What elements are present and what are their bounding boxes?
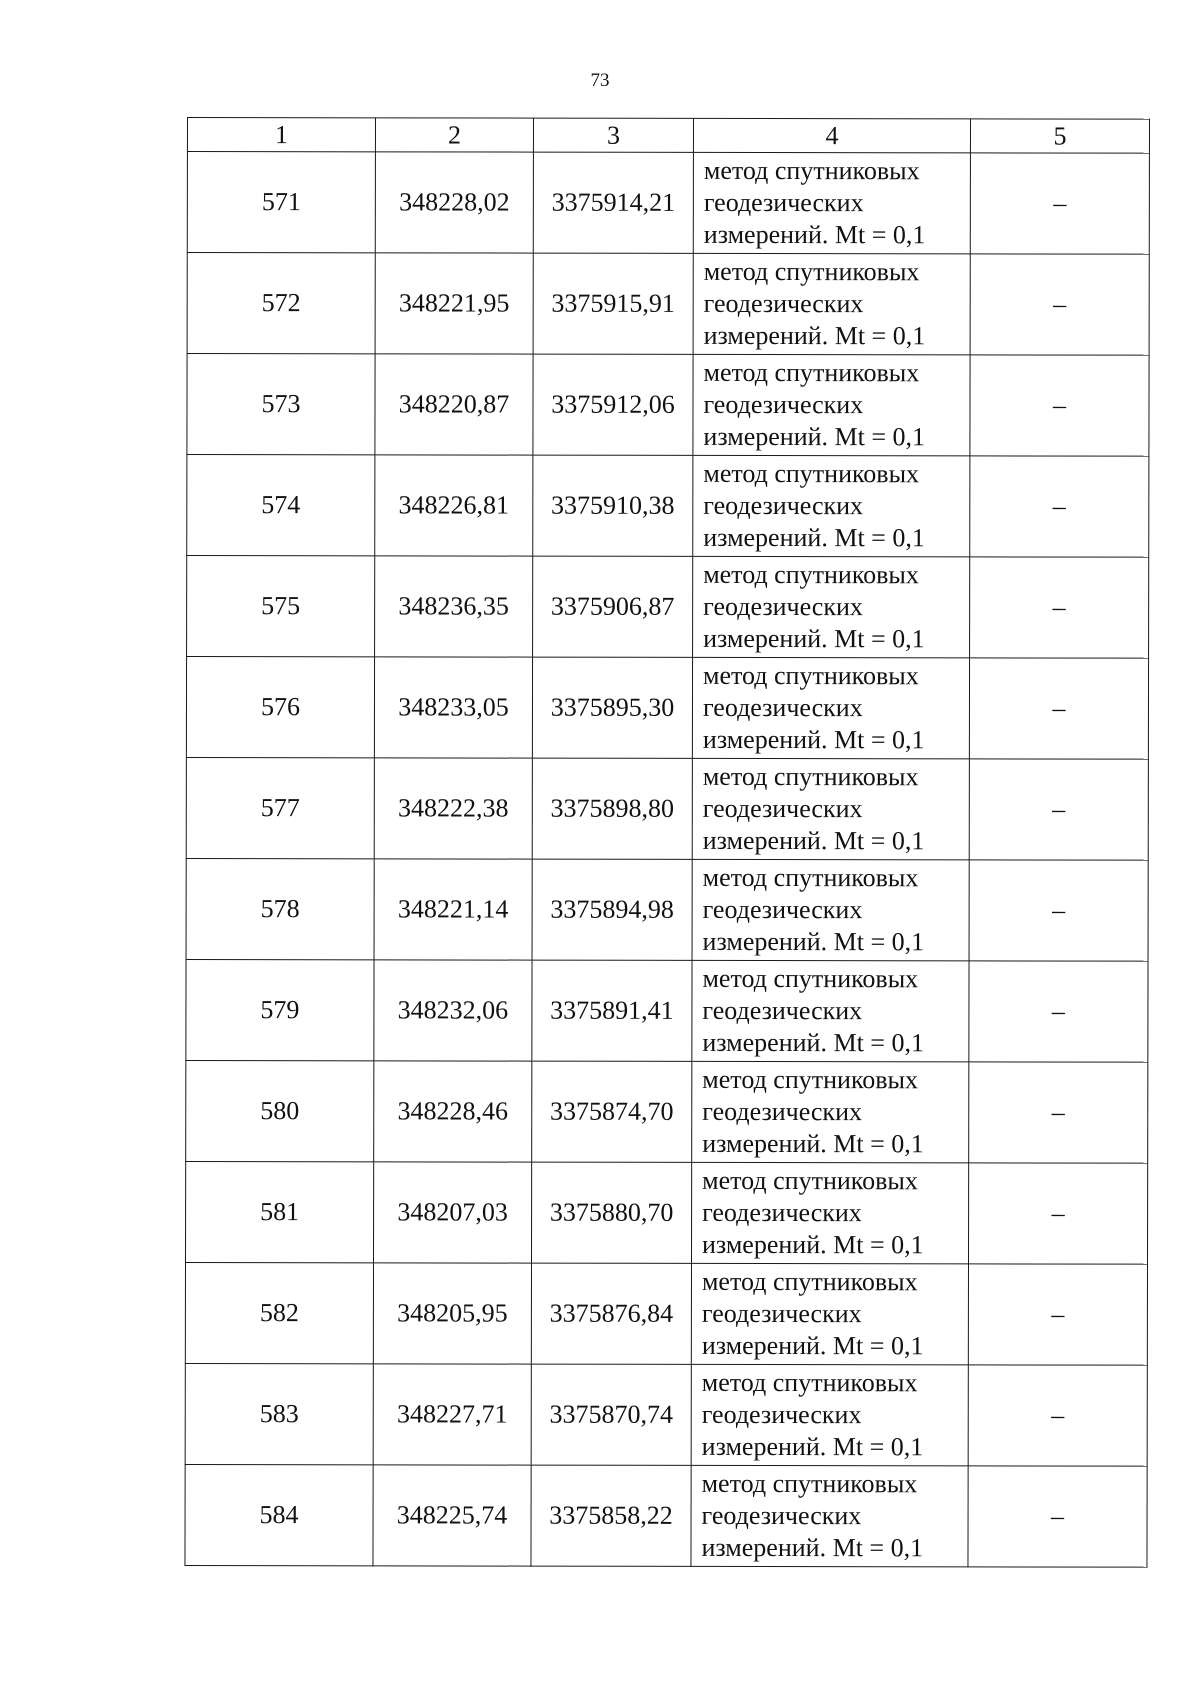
method-text-line: метод спутниковых xyxy=(703,357,920,388)
x-coordinate-cell: 348225,74 xyxy=(373,1465,531,1566)
y-coordinate-cell: 3375894,98 xyxy=(532,859,692,960)
method-cell xyxy=(692,859,969,960)
note-cell: – xyxy=(969,658,1148,759)
y-coordinate-cell: 3375891,41 xyxy=(532,960,692,1061)
method-cell xyxy=(693,152,970,253)
point-number-cell: 581 xyxy=(186,1161,374,1262)
point-number-cell: 578 xyxy=(186,858,374,959)
method-text-line: измерений. Mt = 0,1 xyxy=(703,320,926,351)
page-number: 73 xyxy=(590,70,610,91)
coordinates-table-body xyxy=(185,118,1150,1568)
method-text-line: геодезических xyxy=(701,1500,862,1531)
method-text-line: метод спутниковых xyxy=(702,963,919,994)
method-text-line: геодезических xyxy=(703,288,864,319)
table-row xyxy=(186,1060,1148,1163)
method-text-line: геодезических xyxy=(701,1399,862,1430)
note-cell: – xyxy=(970,355,1149,456)
method-text-line: метод спутниковых xyxy=(702,862,919,893)
table-row xyxy=(185,1464,1147,1567)
method-text-line: геодезических xyxy=(703,389,864,420)
point-number-cell: 576 xyxy=(186,657,374,758)
x-coordinate-cell: 348232,06 xyxy=(374,960,532,1061)
method-text-line: измерений. Mt = 0,1 xyxy=(702,1229,924,1260)
method-text-line: измерений. Mt = 0,1 xyxy=(701,1330,924,1361)
method-text-line: измерений. Mt = 0,1 xyxy=(701,1532,924,1563)
note-cell: – xyxy=(969,961,1148,1062)
y-coordinate-cell: 3375880,70 xyxy=(532,1162,692,1263)
method-text-line: метод спутниковых xyxy=(703,559,919,590)
table-row xyxy=(186,858,1148,961)
table-row xyxy=(186,657,1148,760)
method-text-line: метод спутниковых xyxy=(702,1064,919,1095)
method-text-line: метод спутниковых xyxy=(703,155,920,186)
table-row xyxy=(185,1262,1147,1365)
method-text-line: геодезических xyxy=(702,894,863,925)
method-text-line: геодезических xyxy=(703,187,864,218)
point-number-cell: 579 xyxy=(186,959,374,1060)
point-number-cell: 584 xyxy=(185,1464,373,1565)
method-cell xyxy=(691,1263,968,1364)
column-header-1: 1 xyxy=(187,118,375,152)
point-number-cell: 580 xyxy=(186,1060,374,1161)
note-cell: – xyxy=(970,254,1149,355)
note-cell: – xyxy=(970,456,1149,557)
note-cell: – xyxy=(969,759,1148,860)
point-number-cell: 573 xyxy=(187,354,375,455)
method-text-line: измерений. Mt = 0,1 xyxy=(702,724,925,755)
y-coordinate-cell: 3375870,74 xyxy=(531,1364,691,1465)
method-text-line: измерений. Mt = 0,1 xyxy=(703,219,926,250)
note-cell: – xyxy=(968,1264,1147,1365)
method-cell xyxy=(693,556,970,657)
method-text-line: геодезических xyxy=(701,1298,862,1329)
point-number-cell: 583 xyxy=(185,1363,373,1464)
note-cell: – xyxy=(969,1062,1148,1163)
method-text-line: геодезических xyxy=(702,1197,862,1228)
y-coordinate-cell: 3375910,38 xyxy=(533,455,693,556)
table-row xyxy=(187,556,1149,659)
point-number-cell: 575 xyxy=(187,556,375,657)
method-text-line: метод спутниковых xyxy=(703,660,919,691)
coordinates-table xyxy=(184,117,1150,1568)
table-row xyxy=(187,354,1149,457)
method-cell xyxy=(691,1162,968,1263)
table-row xyxy=(186,757,1148,860)
method-cell xyxy=(692,657,969,758)
table-row xyxy=(187,253,1149,356)
x-coordinate-cell: 348222,38 xyxy=(374,758,532,859)
table-row xyxy=(187,152,1149,255)
y-coordinate-cell: 3375898,80 xyxy=(532,758,692,859)
method-cell xyxy=(693,455,970,556)
point-number-cell: 574 xyxy=(187,455,375,556)
y-coordinate-cell: 3375914,21 xyxy=(533,152,693,253)
x-coordinate-cell: 348205,95 xyxy=(373,1263,531,1364)
method-text-line: геодезических xyxy=(702,692,863,723)
y-coordinate-cell: 3375912,06 xyxy=(533,354,693,455)
point-number-cell: 577 xyxy=(186,757,374,858)
column-header-3: 3 xyxy=(533,118,693,152)
method-cell xyxy=(691,1465,968,1566)
method-cell xyxy=(693,253,970,354)
note-cell: – xyxy=(969,860,1148,961)
table-header-row xyxy=(187,118,1149,154)
method-text-line: геодезических xyxy=(702,793,863,824)
table-row xyxy=(186,959,1148,1062)
note-cell: – xyxy=(968,1466,1147,1567)
method-text-line: геодезических xyxy=(702,1096,863,1127)
method-text-line: метод спутниковых xyxy=(703,458,920,489)
x-coordinate-cell: 348226,81 xyxy=(375,455,533,556)
method-text-line: измерений. Mt = 0,1 xyxy=(703,522,925,553)
x-coordinate-cell: 348233,05 xyxy=(374,657,532,758)
method-text-line: измерений. Mt = 0,1 xyxy=(701,1431,924,1462)
x-coordinate-cell: 348236,35 xyxy=(375,556,533,657)
table-row xyxy=(185,1363,1147,1466)
note-cell: – xyxy=(968,1365,1147,1466)
method-text-line: геодезических xyxy=(703,591,863,622)
method-text-line: измерений. Mt = 0,1 xyxy=(703,623,925,654)
point-number-cell: 571 xyxy=(187,152,375,253)
method-cell xyxy=(693,354,970,455)
method-text-line: геодезических xyxy=(703,490,864,521)
x-coordinate-cell: 348221,14 xyxy=(374,859,532,960)
x-coordinate-cell: 348220,87 xyxy=(375,354,533,455)
method-text-line: метод спутниковых xyxy=(701,1266,918,1297)
note-cell: – xyxy=(970,557,1149,658)
method-text-line: метод спутниковых xyxy=(701,1468,918,1499)
x-coordinate-cell: 348221,95 xyxy=(375,253,533,354)
point-number-cell: 572 xyxy=(187,253,375,354)
y-coordinate-cell: 3375858,22 xyxy=(531,1465,691,1566)
x-coordinate-cell: 348207,03 xyxy=(374,1162,532,1263)
method-cell xyxy=(692,758,969,859)
point-number-cell: 582 xyxy=(185,1262,373,1363)
method-text-line: геодезических xyxy=(702,995,863,1026)
method-cell xyxy=(692,1061,969,1162)
method-text-line: измерений. Mt = 0,1 xyxy=(702,825,925,856)
x-coordinate-cell: 348227,71 xyxy=(373,1364,531,1465)
y-coordinate-cell: 3375906,87 xyxy=(533,556,693,657)
x-coordinate-cell: 348228,02 xyxy=(375,152,533,253)
method-cell xyxy=(692,960,969,1061)
table-row xyxy=(187,455,1149,558)
method-text-line: измерений. Mt = 0,1 xyxy=(702,926,925,957)
method-cell xyxy=(691,1364,968,1465)
method-text-line: метод спутниковых xyxy=(702,1165,918,1196)
method-text-line: измерений. Mt = 0,1 xyxy=(703,421,926,452)
note-cell: – xyxy=(968,1163,1147,1264)
note-cell: – xyxy=(970,153,1149,254)
y-coordinate-cell: 3375874,70 xyxy=(532,1061,692,1162)
method-text-line: метод спутниковых xyxy=(703,256,920,287)
method-text-line: измерений. Mt = 0,1 xyxy=(702,1027,925,1058)
method-text-line: измерений. Mt = 0,1 xyxy=(702,1128,924,1159)
y-coordinate-cell: 3375915,91 xyxy=(533,253,693,354)
method-text-line: метод спутниковых xyxy=(702,761,919,792)
column-header-2: 2 xyxy=(375,118,533,152)
column-header-4: 4 xyxy=(693,118,970,152)
table-row xyxy=(186,1161,1148,1264)
column-header-5: 5 xyxy=(970,119,1149,153)
y-coordinate-cell: 3375895,30 xyxy=(532,657,692,758)
y-coordinate-cell: 3375876,84 xyxy=(531,1263,691,1364)
x-coordinate-cell: 348228,46 xyxy=(374,1061,532,1162)
method-text-line: метод спутниковых xyxy=(701,1367,918,1398)
